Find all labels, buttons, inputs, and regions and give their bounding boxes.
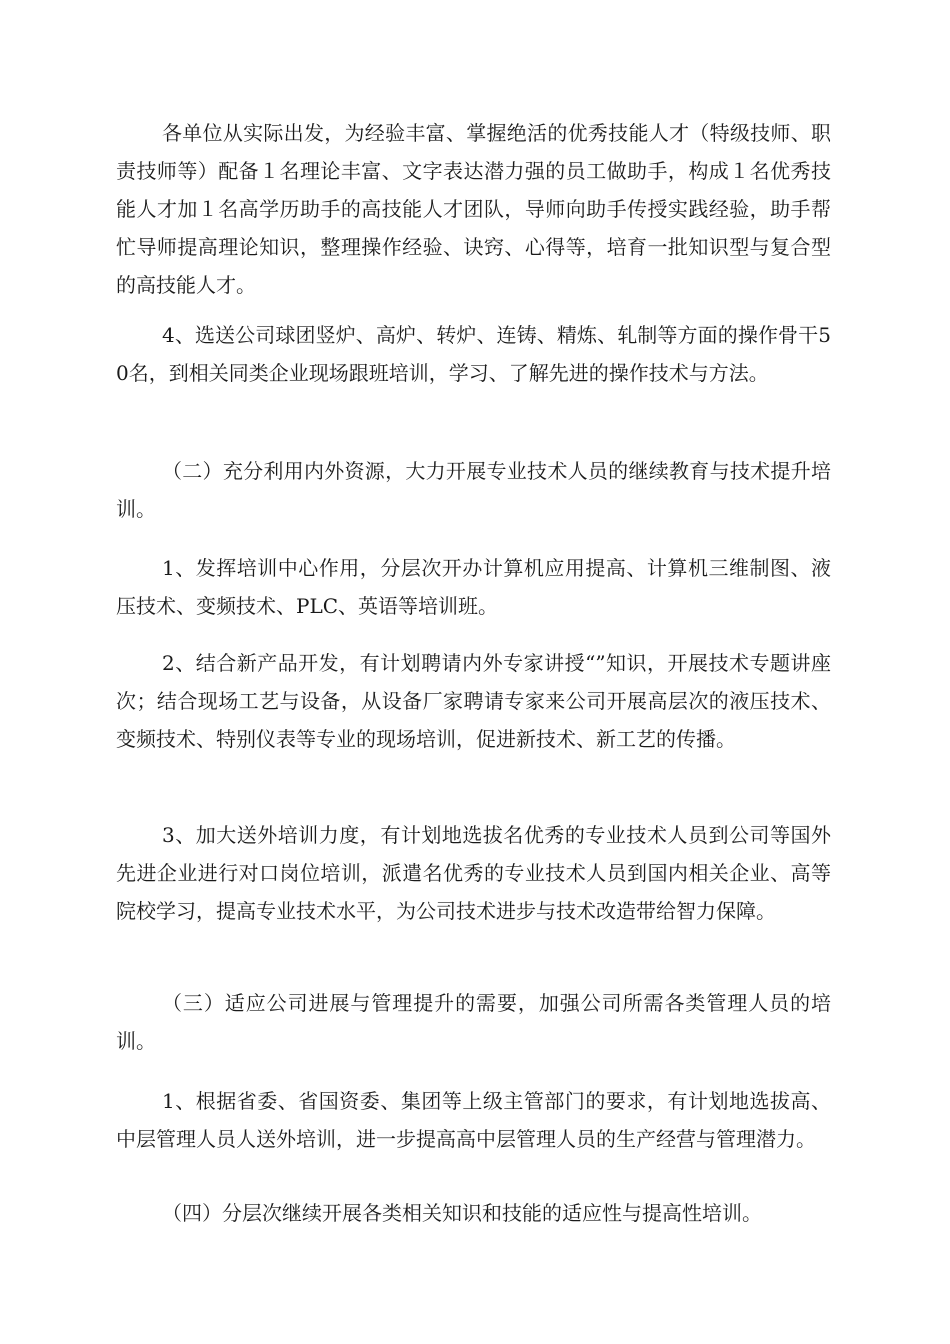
paragraph-item-1-training-center: 1、发挥培训中心作用，分层次开办计算机应用提高、计算机三维制图、液压技术、变频技术、PLC、英语等培训班。 xyxy=(116,556,831,618)
section-heading-3: （三）适应公司进展与管理提升的需要，加强公司所需各类管理人员的培训。 xyxy=(116,991,831,1053)
paragraph-item-3-external-training: 3、加大送外培训力度，有计划地选拔名优秀的专业技术人员到公司等国外先进企业进行对口岗位培训，派遣名优秀的专业技术人员到国内相关企业、高等院校学习，提高专业技术水平，为公司技术进步与技术改造带给智力保障。 xyxy=(116,823,831,923)
paragraph-item-4-operators: 4、选送公司球团竖炉、高炉、转炉、连铸、精炼、轧制等方面的操作骨干50名，到相关同类企业现场跟班培训，学习、了解先进的操作技术与方法。 xyxy=(116,323,831,385)
paragraph-item-2-expert-lectures: 2、结合新产品开发，有计划聘请内外专家讲授“”知识，开展技术专题讲座次；结合现场工艺与设备，从设备厂家聘请专家来公司开展高层次的液压技术、变频技术、特别仪表等专业的现场培训，促进新技术、新工艺的传播。 xyxy=(116,651,831,751)
paragraph-item-1-management: 1、根据省委、省国资委、集团等上级主管部门的要求，有计划地选拔高、中层管理人员人送外培训，进一步提高高中层管理人员的生产经营与管理潜力。 xyxy=(116,1089,831,1151)
paragraph-mentor-team: 各单位从实际出发，为经验丰富、掌握绝活的优秀技能人才（特级技师、职责技师等）配备１名理论丰富、文字表达潜力强的员工做助手，构成１名优秀技能人才加１名高学历助手的高技能人才团队，导师向助手传授实践经验，助手帮忙导师提高理论知识，整理操作经验、诀窍、心得等，培育一批知识型与复合型的高技能人才。 xyxy=(116,121,831,297)
section-heading-2: （二）充分利用内外资源，大力开展专业技术人员的继续教育与技术提升培训。 xyxy=(116,459,831,521)
section-heading-4: （四）分层次继续开展各类相关知识和技能的适应性与提高性培训。 xyxy=(162,1201,762,1225)
